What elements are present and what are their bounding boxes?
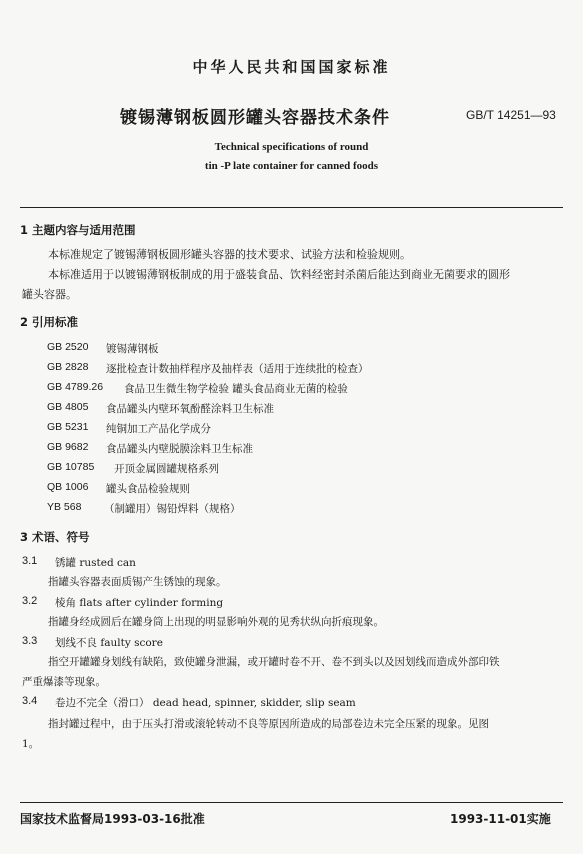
- reference-title: 纯铜加工产品化学成分: [106, 423, 211, 435]
- term-number: 3.1: [22, 555, 38, 567]
- term-definition: 指封罐过程中，由于压头打滑或滚轮转动不良等原因所造成的局部卷边未完全压紧的现象。见图: [48, 718, 489, 730]
- reference-title: 食品卫生微生物学检验 罐头食品商业无菌的检验: [124, 383, 348, 395]
- term-heading: 棱角 flats after cylinder forming: [55, 597, 224, 609]
- reference-code: GB 2520: [47, 341, 89, 353]
- approval-date: 国家技术监督局1993-03-16批准: [20, 812, 205, 826]
- section-2-heading: 2 引用标准: [20, 315, 79, 329]
- term-number: 3.3: [22, 635, 38, 647]
- term-heading: 划线不良 faulty score: [55, 637, 163, 649]
- reference-code: GB 10785: [47, 461, 95, 473]
- document-title: 镀锡薄钢板圆形罐头容器技术条件: [120, 108, 390, 128]
- reference-code: GB 4789.26: [47, 381, 104, 393]
- reference-code: YB 568: [47, 501, 82, 513]
- section-1-paragraph-2: 本标准适用于以镀锡薄钢板制成的用于盛装食品、饮料经密封杀菌后能达到商业无菌要求的圆形: [48, 268, 510, 281]
- section-1-paragraph-2-cont: 罐头容器。: [22, 288, 77, 301]
- reference-title: 食品罐头内壁环氧酚醛涂料卫生标准: [106, 403, 274, 415]
- header-divider: [20, 207, 563, 208]
- term-number: 3.2: [22, 595, 38, 607]
- reference-title: 镀锡薄钢板: [106, 343, 159, 355]
- reference-code: GB 9682: [47, 441, 89, 453]
- implementation-date: 1993-11-01实施: [450, 812, 551, 826]
- reference-code: QB 1006: [47, 481, 89, 493]
- term-definition-cont: 严重爆漆等现象。: [22, 676, 106, 688]
- term-heading: 锈罐 rusted can: [55, 557, 136, 569]
- footer-divider: [20, 802, 563, 803]
- reference-title: 罐头食品检验规则: [106, 483, 190, 495]
- term-definition: 指罐身经成圆后在罐身筒上出现的明显影响外观的见秀状纵向折痕现象。: [48, 616, 384, 628]
- english-title-line-2: tin -P late container for canned foods: [204, 160, 379, 172]
- reference-code: GB 2828: [47, 361, 89, 373]
- term-heading: 卷边不完全（滑口） dead head, spinner, skidder, slip seam: [55, 697, 356, 709]
- reference-title: 逐批检查计数抽样程序及抽样表（适用于连续批的检查）: [106, 363, 369, 375]
- english-title-line-1: Technical specifications of round: [214, 141, 369, 153]
- reference-title: （制罐用）锡铅焊料（规格）: [104, 503, 241, 515]
- section-1-paragraph-1: 本标准规定了镀锡薄钢板圆形罐头容器的技术要求、试验方法和检验规则。: [48, 248, 411, 261]
- term-definition: 指罐头容器表面质锡产生锈蚀的现象。: [48, 576, 227, 588]
- term-definition-cont: 1。: [22, 738, 40, 750]
- reference-title: 开顶金属圆罐规格系列: [114, 463, 219, 475]
- section-1-heading: 1 主题内容与适用范围: [20, 223, 136, 237]
- national-standard-heading: 中华人民共和国国家标准: [192, 58, 391, 76]
- term-number: 3.4: [22, 695, 38, 707]
- reference-title: 食品罐头内壁脱膜涂料卫生标准: [106, 443, 253, 455]
- term-definition: 指空开罐罐身划线有缺陷，致使罐身泄漏，或开罐时卷不开、卷不到头以及因划线而造成外部印铁: [48, 656, 500, 668]
- standard-code: GB/T 14251—93: [466, 108, 556, 122]
- section-3-heading: 3 术语、符号: [20, 530, 90, 544]
- reference-code: GB 4805: [47, 401, 89, 413]
- reference-code: GB 5231: [47, 421, 89, 433]
